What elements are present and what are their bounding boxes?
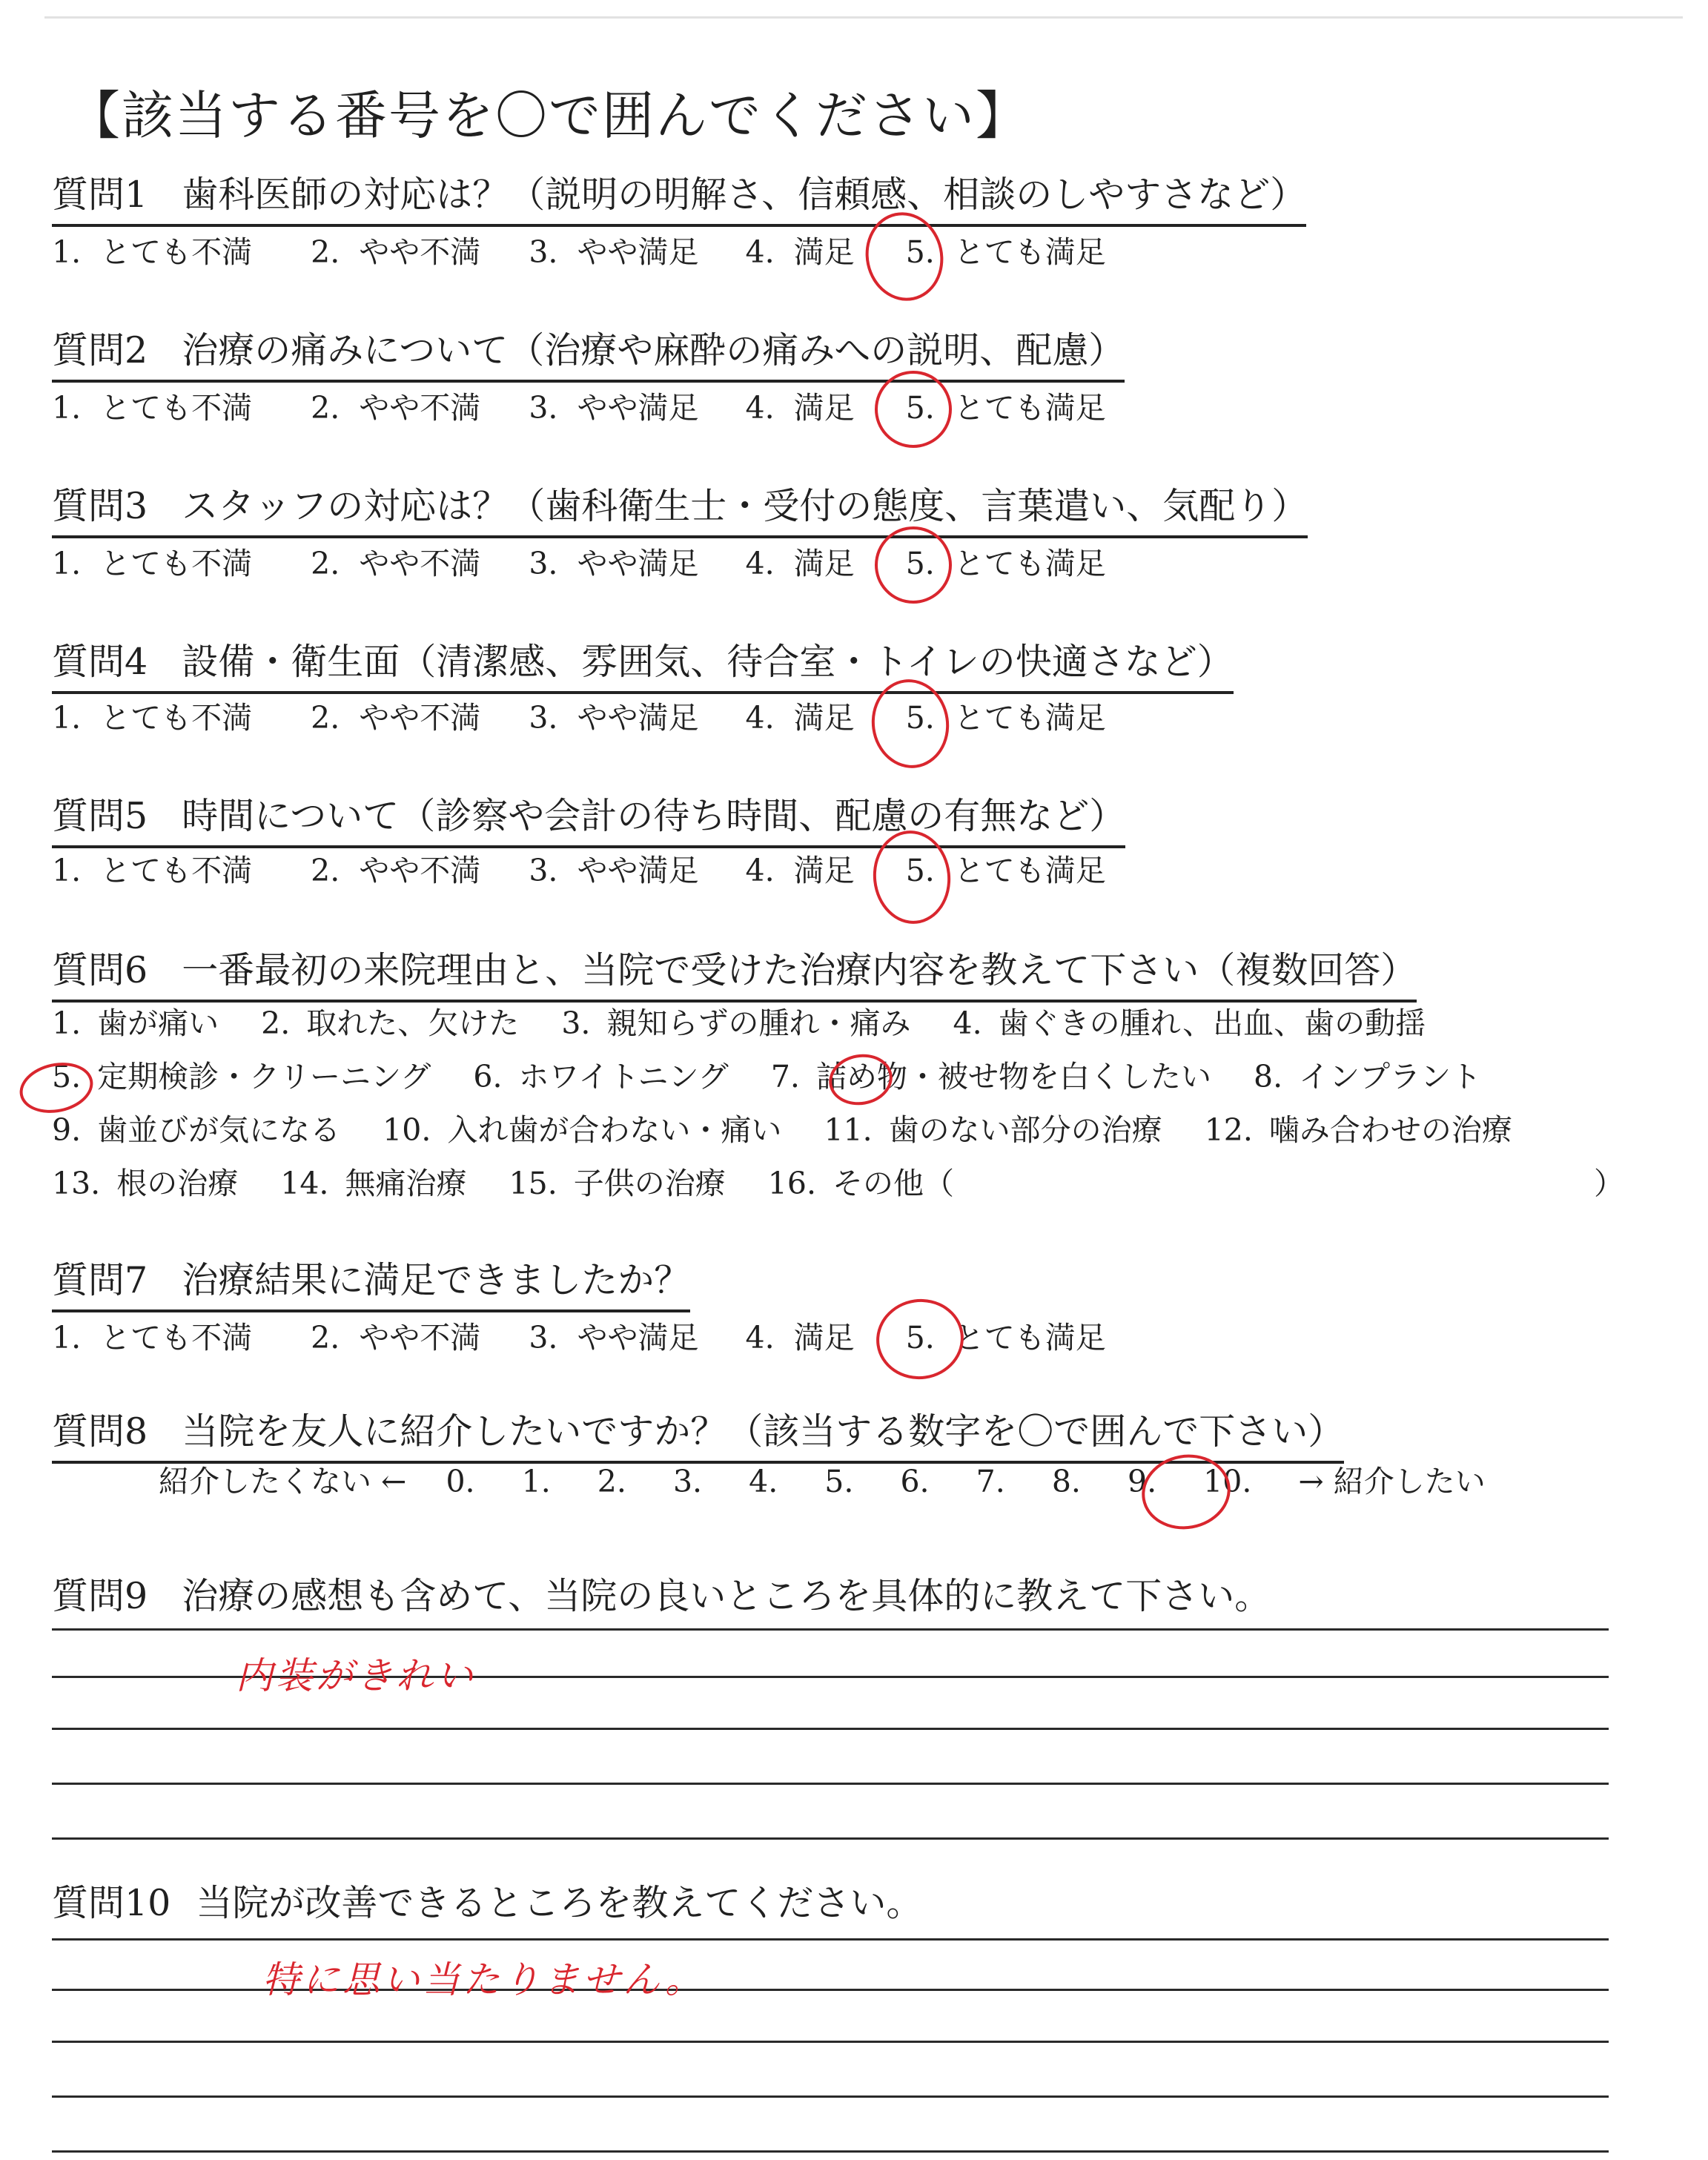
- q6-option-num[interactable]: 14.: [280, 1166, 329, 1201]
- q9-handwritten-answer[interactable]: 内装がきれい: [236, 1654, 476, 1697]
- q6-option-num[interactable]: 11.: [824, 1112, 873, 1148]
- question-text: 治療の感想も含めて、当院の良いところを具体的に教えて下さい。: [182, 1575, 1271, 1617]
- question-7-title: [52, 1258, 690, 1312]
- option-2-num[interactable]: 2.: [311, 853, 340, 888]
- q6-option-label[interactable]: 子供の治療: [573, 1166, 726, 1201]
- option-5-label[interactable]: とても満足: [953, 546, 1106, 581]
- scale-value[interactable]: 8.: [1051, 1464, 1081, 1499]
- option-1-label[interactable]: とても不満: [100, 700, 253, 736]
- q6-option-label[interactable]: 根の治療: [116, 1166, 239, 1201]
- option-2-num[interactable]: 2.: [311, 1320, 340, 1355]
- option-3-num[interactable]: 3.: [529, 1320, 558, 1355]
- q6-option-num[interactable]: 2.: [261, 1005, 291, 1041]
- option-3-label[interactable]: やや満足: [577, 390, 699, 426]
- option-4-num[interactable]: 4.: [745, 390, 775, 426]
- option-3-label[interactable]: やや満足: [577, 1320, 699, 1355]
- option-1-label[interactable]: とても不満: [100, 853, 253, 888]
- q6-options-row-2: [52, 1056, 1514, 1097]
- option-4-label[interactable]: 満足: [793, 546, 855, 581]
- answer-line: [52, 1783, 1609, 1785]
- q6-option-label[interactable]: 歯並びが気になる: [97, 1112, 341, 1148]
- question-number: 質問3: [52, 485, 148, 527]
- question-text: 設備・衛生面（清潔感、雰囲気、待合室・トイレの快適さなど）: [182, 641, 1234, 683]
- q6-option-label[interactable]: 歯が痛い: [97, 1005, 219, 1041]
- question-9-title: [52, 1573, 1271, 1625]
- question-number: 質問2: [52, 329, 148, 371]
- q6-option-label[interactable]: 取れた、欠けた: [306, 1005, 520, 1041]
- page-header: 【該当する番号を〇で囲んでください】: [68, 85, 1029, 146]
- answer-circle-q7: [871, 1293, 969, 1384]
- option-2-num[interactable]: 2.: [311, 390, 340, 426]
- question-6-title: [52, 948, 1417, 1003]
- question-number: 質問6: [52, 949, 148, 991]
- q6-option-num[interactable]: 13.: [52, 1166, 101, 1201]
- option-4-num[interactable]: 4.: [745, 234, 775, 270]
- answer-line: [52, 1837, 1609, 1840]
- question-number: 質問10: [52, 1882, 171, 1924]
- question-text: 当院が改善できるところを教えてください。: [196, 1882, 923, 1924]
- option-2-num[interactable]: 2.: [311, 700, 340, 736]
- option-3-num[interactable]: 3.: [529, 546, 558, 581]
- question-number: 質問1: [52, 174, 148, 216]
- scale-value[interactable]: 2.: [597, 1464, 626, 1499]
- scale-value[interactable]: 7.: [976, 1464, 1005, 1499]
- option-5-num[interactable]: 5.: [905, 390, 935, 426]
- question-number: 質問5: [52, 795, 148, 837]
- scale-right-label: → 紹介したい: [1298, 1464, 1486, 1499]
- option-5-num[interactable]: 5.: [905, 700, 935, 736]
- q6-options-row-4: [52, 1163, 987, 1204]
- option-3-label[interactable]: やや満足: [577, 853, 699, 888]
- option-1-label[interactable]: とても不満: [100, 234, 253, 270]
- answer-line: [52, 1628, 1609, 1631]
- option-4-num[interactable]: 4.: [745, 853, 775, 888]
- option-1-num[interactable]: 1.: [52, 546, 82, 581]
- q6-option-num[interactable]: 12.: [1204, 1112, 1253, 1148]
- question-text: スタッフの対応は？（歯科衛生士・受付の態度、言葉遣い、気配り）: [182, 485, 1308, 527]
- question-number: 質問8: [52, 1410, 148, 1453]
- option-4-label[interactable]: 満足: [793, 1320, 855, 1355]
- option-5-num[interactable]: 5.: [905, 234, 935, 270]
- scale-value[interactable]: 4.: [749, 1464, 778, 1499]
- option-1-label[interactable]: とても不満: [100, 546, 253, 581]
- q6-option-num[interactable]: 8.: [1254, 1059, 1283, 1094]
- q6-option-num[interactable]: 3.: [561, 1005, 591, 1041]
- q6-option-label[interactable]: 詰め物・被せ物を白くしたい: [815, 1059, 1211, 1094]
- option-1-num[interactable]: 1.: [52, 1320, 82, 1355]
- answer-line: [52, 2095, 1609, 2098]
- option-2-label[interactable]: やや不満: [359, 700, 481, 736]
- question-text: 治療の痛みについて（治療や麻酔の痛みへの説明、配慮）: [182, 329, 1125, 371]
- scale-value[interactable]: 3.: [672, 1464, 703, 1499]
- scale-value[interactable]: 10.: [1203, 1464, 1252, 1499]
- option-3-num[interactable]: 3.: [529, 234, 558, 270]
- option-1-label[interactable]: とても不満: [100, 1320, 253, 1355]
- option-5-num[interactable]: 5.: [905, 546, 935, 581]
- question-number: 質問4: [52, 641, 148, 683]
- question-1-title: [52, 172, 1306, 227]
- option-1-num[interactable]: 1.: [52, 234, 82, 270]
- question-text: 歯科医師の対応は？（説明の明解さ、信頼感、相談のしやすさなど）: [182, 174, 1307, 216]
- option-2-label[interactable]: やや不満: [359, 234, 481, 270]
- q6-option-label[interactable]: その他（: [833, 1166, 955, 1201]
- q6-option-label[interactable]: ホワイトニング: [518, 1059, 729, 1094]
- question-3-title: [52, 483, 1308, 538]
- q6-options-row-3: [52, 1109, 1545, 1151]
- scale-value[interactable]: 5.: [824, 1464, 854, 1499]
- q6-option-label[interactable]: 親知らずの腫れ・痛み: [606, 1005, 911, 1041]
- q6-option-label[interactable]: 定期検診・クリーニング: [97, 1059, 431, 1094]
- option-4-label[interactable]: 満足: [793, 700, 855, 736]
- q10-handwritten-answer[interactable]: 特に思い当たりません。: [262, 1958, 705, 2001]
- option-2-label[interactable]: やや不満: [359, 390, 481, 426]
- option-1-num[interactable]: 1.: [52, 700, 82, 736]
- q6-option-num[interactable]: 15.: [509, 1166, 557, 1201]
- answer-line: [52, 2150, 1609, 2153]
- question-2-title: [52, 328, 1125, 383]
- q6-option-num[interactable]: 10.: [383, 1112, 431, 1148]
- question-text: 当院を友人に紹介したいですか？（該当する数字を〇で囲んで下さい）: [182, 1410, 1345, 1453]
- answer-line: [52, 1728, 1609, 1730]
- q6-option-num[interactable]: 4.: [953, 1005, 982, 1041]
- option-2-label[interactable]: やや不満: [359, 853, 481, 888]
- q6-option-num[interactable]: 9.: [52, 1112, 82, 1148]
- scale-value[interactable]: 6.: [900, 1464, 930, 1499]
- q6-option-num[interactable]: 6.: [473, 1059, 503, 1094]
- q6-options-row-1: [52, 1003, 1458, 1044]
- option-3-num[interactable]: 3.: [529, 853, 558, 888]
- answer-line: [52, 1938, 1609, 1941]
- question-8-title: [52, 1409, 1344, 1464]
- option-3-label[interactable]: やや満足: [577, 234, 699, 270]
- scale-value[interactable]: 9.: [1127, 1464, 1157, 1499]
- question-number: 質問7: [52, 1259, 148, 1301]
- scale-value[interactable]: 0.: [446, 1464, 475, 1499]
- option-4-label[interactable]: 満足: [793, 390, 855, 426]
- q6-option-label[interactable]: 入れ歯が合わない・痛い: [447, 1112, 782, 1148]
- option-5-label[interactable]: とても満足: [953, 234, 1106, 270]
- option-2-num[interactable]: 2.: [311, 546, 340, 581]
- option-4-num[interactable]: 4.: [745, 546, 775, 581]
- q6-option-num[interactable]: 7.: [770, 1059, 800, 1094]
- option-5-label[interactable]: とても満足: [953, 700, 1106, 736]
- q6-option-num[interactable]: 5.: [52, 1059, 82, 1094]
- answer-line: [52, 2041, 1609, 2043]
- option-3-num[interactable]: 3.: [529, 700, 558, 736]
- option-5-num[interactable]: 5.: [905, 853, 935, 888]
- question-10-title: [52, 1880, 922, 1932]
- page-top-edge: [44, 16, 1683, 19]
- option-4-label[interactable]: 満足: [793, 853, 855, 888]
- option-4-label[interactable]: 満足: [793, 234, 855, 270]
- q6-other-close-paren: ）: [1594, 1166, 1624, 1201]
- option-2-label[interactable]: やや不満: [359, 1320, 481, 1355]
- option-4-num[interactable]: 4.: [745, 700, 775, 736]
- option-1-num[interactable]: 1.: [52, 390, 82, 426]
- scale-left-label: 紹介したくない ←: [159, 1464, 407, 1499]
- question-1-options: [52, 231, 1106, 273]
- option-5-label[interactable]: とても満足: [953, 1320, 1106, 1355]
- option-5-label[interactable]: とても満足: [953, 853, 1106, 888]
- option-2-label[interactable]: やや不満: [359, 546, 481, 581]
- option-2-num[interactable]: 2.: [311, 234, 340, 270]
- option-1-label[interactable]: とても不満: [100, 390, 253, 426]
- q6-option-label[interactable]: インプラント: [1299, 1059, 1482, 1094]
- q6-option-label[interactable]: 歯のない部分の治療: [888, 1112, 1162, 1148]
- option-3-label[interactable]: やや満足: [577, 546, 699, 581]
- option-3-num[interactable]: 3.: [529, 390, 558, 426]
- q6-option-label[interactable]: 無痛治療: [345, 1166, 467, 1201]
- question-text: 治療結果に満足できましたか？: [182, 1259, 691, 1301]
- q6-option-label[interactable]: 噛み合わせの治療: [1268, 1112, 1512, 1148]
- option-4-num[interactable]: 4.: [745, 1320, 775, 1355]
- option-3-label[interactable]: やや満足: [577, 700, 699, 736]
- q6-option-num[interactable]: 16.: [767, 1166, 817, 1201]
- question-text: 時間について（診察や会計の待ち時間、配慮の有無など）: [182, 795, 1126, 837]
- question-text: 一番最初の来院理由と、当院で受けた治療内容を教えて下さい（複数回答）: [182, 949, 1417, 991]
- question-4-title: [52, 639, 1234, 694]
- scale-value[interactable]: 1.: [521, 1464, 551, 1499]
- q6-option-num[interactable]: 1.: [52, 1005, 82, 1041]
- q6-option-label[interactable]: 歯ぐきの腫れ、出血、歯の動揺: [998, 1005, 1426, 1041]
- option-5-label[interactable]: とても満足: [953, 390, 1106, 426]
- option-5-num[interactable]: 5.: [905, 1320, 935, 1355]
- question-number: 質問9: [52, 1575, 148, 1617]
- option-1-num[interactable]: 1.: [52, 853, 82, 888]
- recommend-scale: [159, 1461, 1523, 1502]
- question-5-title: [52, 793, 1125, 848]
